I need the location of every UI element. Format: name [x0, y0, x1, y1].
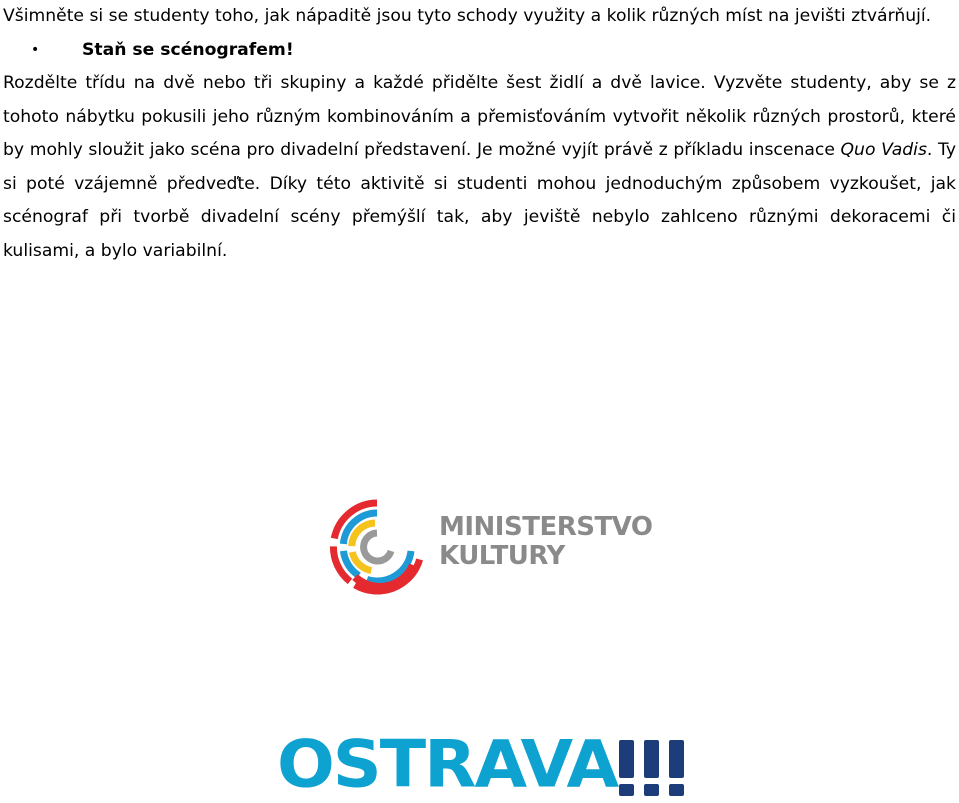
bullet-item — [3, 34, 956, 68]
play-title: Quo Vadis — [840, 140, 927, 160]
document-body — [3, 0, 956, 268]
bullet-symbol: • — [31, 41, 40, 58]
ministry-emblem-icon — [325, 495, 430, 600]
ministry-line-1: MINISTERSTVO — [439, 512, 653, 542]
paragraph-text-end: . Ty si poté vzájemně předveďte. Díky této aktivitě si studenti mohou jednoduchým způsobem vyzkoušet, jak scénograf při tvorbě divadelní scény přemýšlí tak, aby jeviště nebylo zahlceno různými dekoracemi či kulisami, a bylo variabilní. — [3, 140, 956, 261]
ostrava-wordmark: OSTRAVA — [277, 727, 618, 803]
ostrava-logo — [277, 727, 697, 803]
ministry-wordmark — [439, 513, 652, 571]
paragraph-text-start: Rozdělte třídu na dvě nebo tři skupiny a každé přidělte šest židlí a dvě lavice. Vyzvěte studenty, aby se z tohoto nábytku pokusili jeho různým kombinováním a přemisťováním vytvořit několik různých prostorů, které by mohly sloužit jako scéna pro divadelní představení. Je možné vyjít právě z příkladu inscenace — [3, 73, 956, 160]
paragraph-scenographer — [3, 67, 956, 268]
ministry-line-2: KULTURY — [439, 541, 565, 571]
paragraph-stairs: Všimněte si se studenty toho, jak nápaditě jsou tyto schody využity a kolik různých míst na jevišti ztvárňují. — [3, 6, 932, 26]
exclamation-marks-icon — [617, 736, 689, 798]
ministry-of-culture-logo — [325, 495, 653, 600]
bullet-heading: Staň se scénografem! — [82, 39, 294, 60]
